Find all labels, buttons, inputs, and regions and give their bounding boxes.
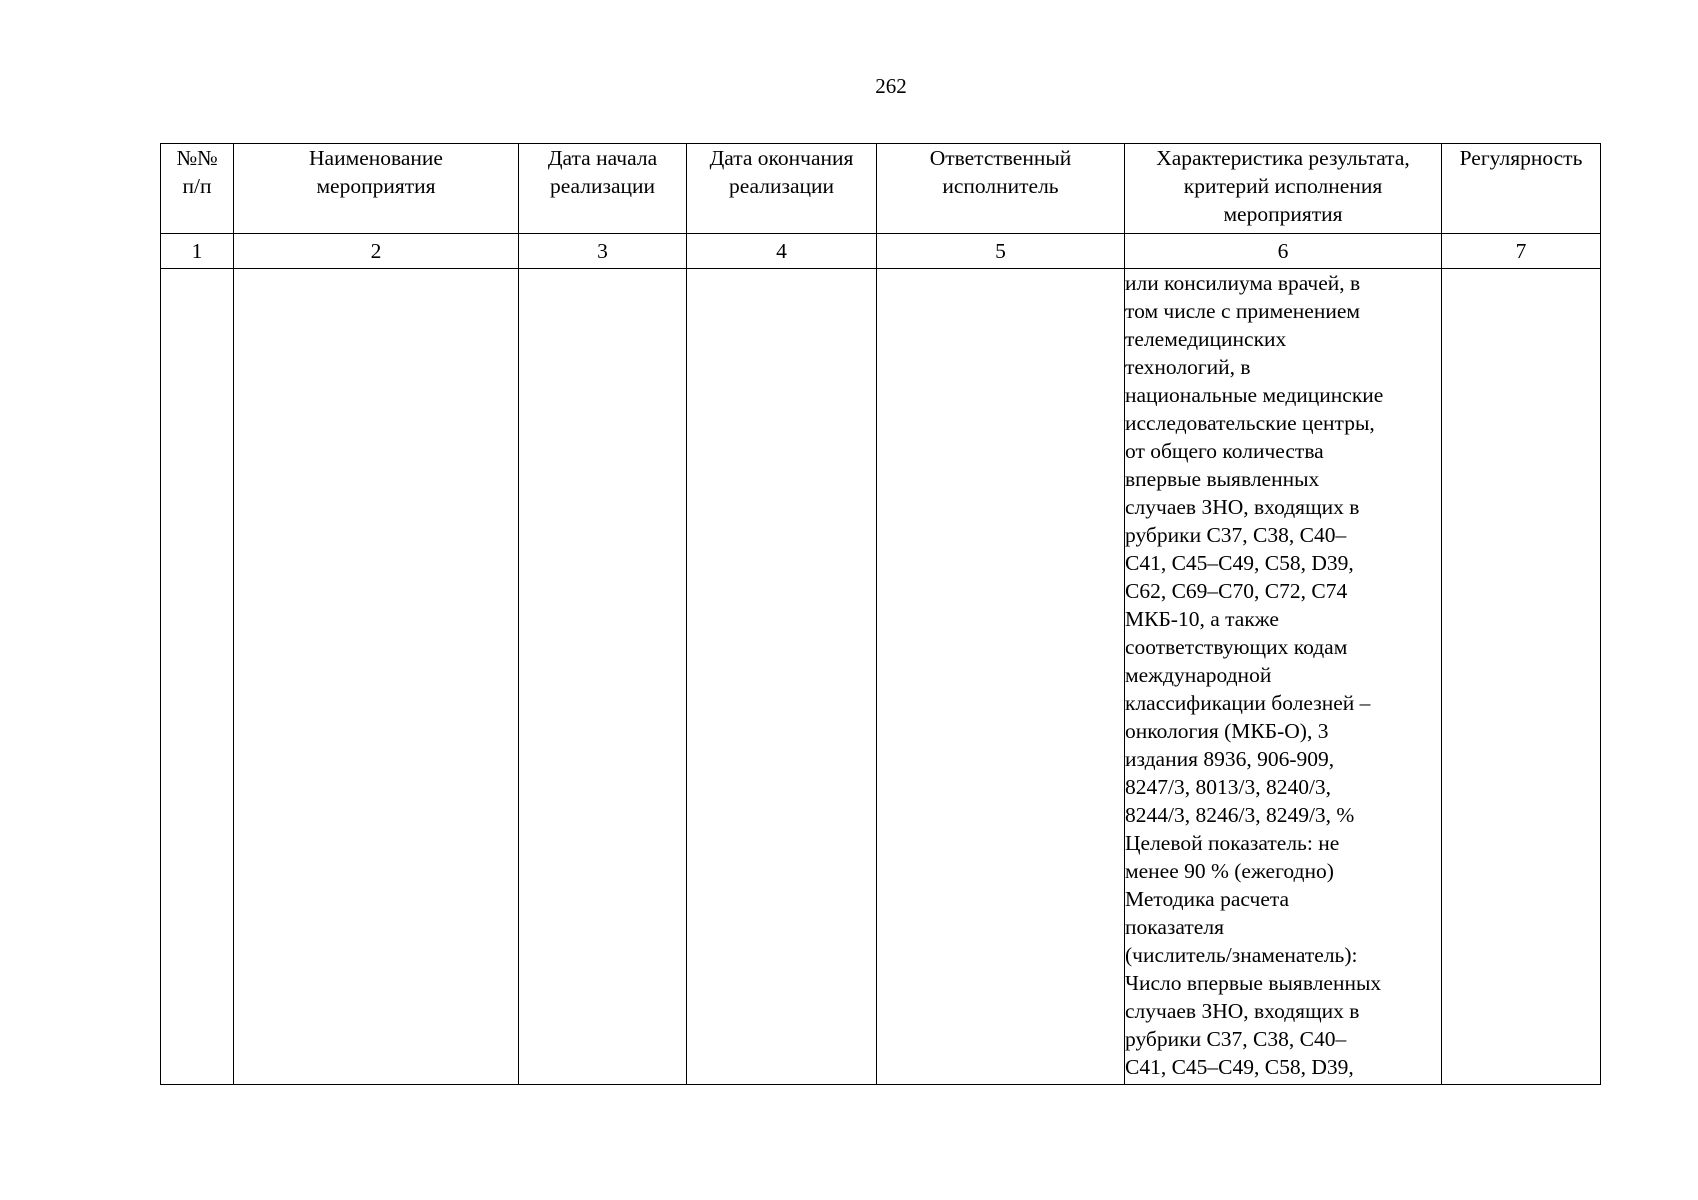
header-number: №№ п/п <box>161 144 234 234</box>
column-number: 1 <box>161 234 234 269</box>
header-row <box>161 144 1601 234</box>
cell-end-date <box>687 269 877 1085</box>
cell-result-characteristic <box>1125 269 1442 1085</box>
cell-number <box>161 269 234 1085</box>
cell-responsible <box>877 269 1125 1085</box>
header-responsible: Ответственный исполнитель <box>877 144 1125 234</box>
cell-regularity <box>1442 269 1601 1085</box>
result-text-line: впервые выявленных <box>1125 467 1320 491</box>
page-number: 262 <box>875 74 907 98</box>
result-text-line: или консилиума врачей, в <box>1125 271 1361 295</box>
result-text-line: показателя <box>1125 915 1224 939</box>
result-text-line: Методика расчета <box>1125 887 1290 911</box>
result-text-line: 8247/3, 8013/3, 8240/3, <box>1125 775 1332 799</box>
result-text-line: (числитель/знаменатель): <box>1125 943 1358 967</box>
result-text-line: Число впервые выявленных <box>1125 971 1382 995</box>
result-text-line: С62, С69–С70, С72, С74 <box>1125 579 1348 603</box>
result-text-line: том числе с применением <box>1125 299 1360 323</box>
header-end-date: Дата окончания реализации <box>687 144 877 234</box>
header-regularity: Регулярность <box>1442 144 1601 234</box>
result-text-line: онкология (МКБ-О), 3 <box>1125 719 1329 743</box>
column-number: 4 <box>687 234 877 269</box>
result-text-line: технологий, в <box>1125 355 1251 379</box>
result-text-line: международной <box>1125 663 1272 687</box>
result-text-line: случаев ЗНО, входящих в <box>1125 999 1360 1023</box>
result-text-line: классификации болезней – <box>1125 691 1371 715</box>
column-number: 2 <box>234 234 519 269</box>
result-text-line: рубрики С37, С38, С40– <box>1125 523 1347 547</box>
result-text-line: рубрики С37, С38, С40– <box>1125 1027 1347 1051</box>
header-measure-name: Наименование мероприятия <box>234 144 519 234</box>
header-start-date: Дата начала реализации <box>519 144 687 234</box>
column-number: 5 <box>877 234 1125 269</box>
result-text-line: телемедицинских <box>1125 327 1287 351</box>
cell-measure-name <box>234 269 519 1085</box>
result-text-line: национальные медицинские <box>1125 383 1384 407</box>
column-number: 3 <box>519 234 687 269</box>
header-result-characteristic: Характеристика результата, критерий исполнения мероприятия <box>1125 144 1442 234</box>
result-text-line: менее 90 % (ежегодно) <box>1125 859 1334 883</box>
result-text-line: С41, С45–С49, С58, D39, <box>1125 1055 1354 1079</box>
result-text-line: соответствующих кодам <box>1125 635 1348 659</box>
measures-table <box>160 143 1601 1085</box>
result-text-line: 8244/3, 8246/3, 8249/3, % <box>1125 803 1355 827</box>
result-text-line: С41, С45–С49, С58, D39, <box>1125 551 1354 575</box>
column-number: 6 <box>1125 234 1442 269</box>
column-number: 7 <box>1442 234 1601 269</box>
result-text-line: издания 8936, 906-909, <box>1125 747 1335 771</box>
result-text-line: от общего количества <box>1125 439 1324 463</box>
result-text-line: случаев ЗНО, входящих в <box>1125 495 1360 519</box>
result-text-line: исследовательские центры, <box>1125 411 1375 435</box>
result-text-line: МКБ-10, а также <box>1125 607 1279 631</box>
table-row <box>161 269 1601 1085</box>
result-text-line: Целевой показатель: не <box>1125 831 1340 855</box>
cell-start-date <box>519 269 687 1085</box>
column-number-row <box>161 234 1601 269</box>
